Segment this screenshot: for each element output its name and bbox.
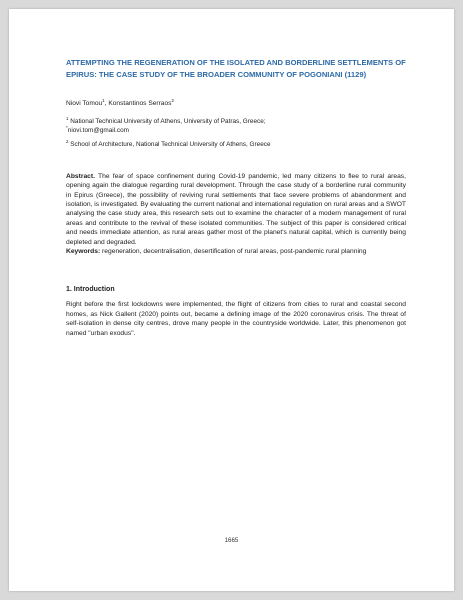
abstract-label: Abstract. — [66, 172, 95, 180]
intro-paragraph: Right before the first lockdowns were implemented, the flight of citizens from cities to rural and coastal second homes, as Nick Gallent (2020) points out, became a defining image of the 2020 coronavirus crisis. The threat of self-isolation in dense city centres, drove many people in the countryside worldwide. Later, this phenomenon got named "urban exodus". — [66, 301, 406, 337]
author-superscript: 2 — [171, 97, 174, 103]
affiliation-superscript: 1 — [66, 115, 69, 121]
keywords-text: regeneration, decentralisation, desertification of rural areas, post-pandemic rural planning — [100, 248, 367, 256]
paper-title: ATTEMPTING THE REGENERATION OF THE ISOLATED AND BORDERLINE SETTLEMENTS OF EPIRUS: THE CASE STUDY OF THE BROADER COMMUNITY OF POGONIANI (1129) — [66, 58, 406, 79]
email-superscript: * — [66, 124, 68, 130]
author-superscript: 1 — [102, 97, 105, 103]
keywords-label: Keywords: — [66, 248, 101, 256]
page-content — [66, 57, 406, 338]
author-line — [66, 99, 406, 108]
affiliation-2 — [66, 141, 406, 150]
page-number: 1665 — [224, 537, 239, 544]
author-name: Konstantinos Serraos — [108, 100, 172, 107]
section-heading: 1. Introduction — [66, 286, 115, 294]
abstract-paragraph — [66, 172, 406, 247]
abstract — [66, 172, 406, 257]
affiliation-text: School of Architecture, National Technical University of Athens, Greece — [68, 141, 271, 149]
affiliations — [66, 115, 406, 150]
email-text: niovi.tom@gmail.com — [67, 126, 129, 134]
affiliation-text: National Technical University of Athens, University of Patras, Greece; — [68, 118, 266, 125]
corresponding-email — [66, 124, 406, 136]
author-name: Niovi Tomou — [66, 100, 103, 107]
abstract-text: The fear of space confinement during Covid-19 pandemic, led many citizens to flee to rural areas, opening again the dialogue regarding rural development. Through the case study of a borderline rural community in Epirus (Greece), the possibility of reviving rural settlements that face severe problems of abandonment and isolation, is investigated. By evaluating the current national and international regulation on rural areas and a SWOT analysing the case study area, this research sets out to examine the character of a modern management of rural areas and contribute to the revival of these isolated communities. The subject of this paper is considered critical and needs immediate attention, as rural areas gather most of the planet's natural capital, which is currently being depleted and degraded. — [66, 172, 406, 246]
keywords — [66, 247, 406, 256]
document-page — [9, 9, 454, 591]
affiliation-superscript: 2 — [66, 139, 69, 145]
section-body — [66, 300, 406, 338]
author-separator: , — [104, 100, 109, 107]
